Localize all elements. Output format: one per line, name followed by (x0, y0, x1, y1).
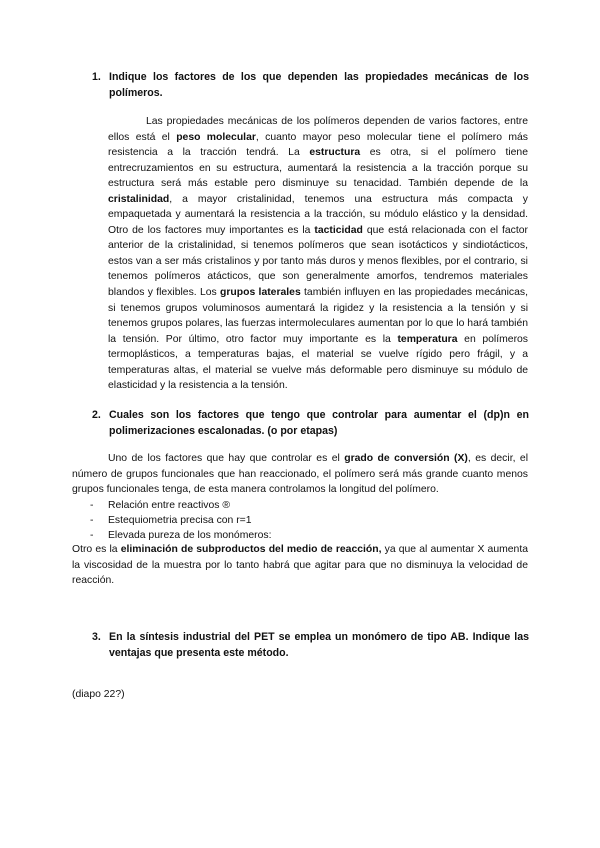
question-2-text: Cuales son los factores que tengo que controlar para aumentar el (dp)n en polimerizaciones escalonadas. (o por etapas) (109, 409, 529, 437)
answer-2-text: , es decir, el número de grupos funcionales que han reaccionado, el polímero será más grande cuanto menos grupos funcionales tenga, de esta manera controlamos la longitud del polímero. (72, 453, 528, 496)
list-item-text: Estequiometria precisa con r=1 (108, 515, 252, 526)
list-item-text: Elevada pureza de los monómeros: (108, 530, 272, 541)
answer-2-paragraph (72, 451, 528, 498)
answer-1-keyword: estructura (309, 147, 361, 159)
question-3-text: En la síntesis industrial del PET se emplea un monómero de tipo AB. Indique las ventajas que presenta este método. (109, 631, 529, 659)
list-item-text: Relación entre reactivos ® (108, 500, 231, 511)
question-3 (92, 630, 530, 662)
answer-1-text: , cuanto mayor peso molecular tiene el polímero más resistencia a la tracción tendrá. La (108, 131, 528, 159)
answer-2-text: Otro es la (72, 544, 121, 555)
list-bullet: - (90, 515, 94, 526)
answer-2-keyword: eliminación de subproductos del medio de reacción, (120, 544, 382, 555)
answer-1-text: que está relacionada con el factor anterior de la cristalinidad, si tenemos polímeros que sean isotácticos y sindiotácticos, estos van a ser más cristalinos y por tanto más duros y menos flexibles, por el contrario, si tenemos polímeros atácticos, que son generalmente amorfos, tendremos materiales blandos y flexibles. Los (108, 224, 528, 299)
question-2-number: 2. (92, 409, 101, 421)
question-1-text: Indique los factores de los que dependen las propiedades mecánicas de los polímeros. (109, 71, 529, 99)
answer-1-keyword: peso molecular (176, 131, 256, 143)
answer-1-text: Las propiedades mecánicas de los polímeros dependen de varios factores, entre ellos está el (108, 116, 528, 143)
answer-2-text: ya que al aumentar X aumenta la viscosidad de la muestra por lo tanto habrá que agitar para que no disminuya la velocidad de reacción. (72, 544, 528, 587)
answer-1-text: en polímeros termoplásticos, a temperaturas bajas, el material se vuelve rígido pero frágil, y a temperaturas altas, el material se vuelve más deformable pero disminuye su módulo de elasticidad y la resistencia a la tensión. (108, 333, 528, 392)
answer-1-paragraph (108, 114, 528, 394)
question-1-number: 1. (92, 71, 101, 83)
answer-2-text: Uno de los factores que hay que controlar es el (108, 453, 345, 464)
answer-2-paragraph-2 (72, 542, 528, 589)
slide-note: (diapo 22?) (72, 689, 125, 700)
answer-1-text: es otra, si el polímero tiene entrecruzamientos en su estructura, aumentará la resistencia a la tracción porque su estructura será más estable pero disminuye su tenacidad. También depende de la (108, 147, 528, 190)
list-bullet: - (90, 500, 94, 511)
question-1 (92, 70, 530, 102)
list-bullet: - (90, 530, 94, 541)
answer-1-text: , a mayor cristalinidad, tenemos una estructura más compacta y empaquetada y aumentará la resistencia a la tracción, su módulo elástico y la densidad. Otro de los factores muy importantes es la (108, 193, 528, 236)
answer-2-keyword: grado de conversión (X) (344, 453, 468, 464)
question-2 (92, 408, 530, 440)
answer-1-keyword: grupos laterales (220, 287, 301, 299)
question-3-number: 3. (92, 631, 101, 643)
answer-1-keyword: tacticidad (314, 224, 363, 236)
answer-1-keyword: temperatura (397, 333, 458, 345)
answer-1-text: también influyen en las propiedades mecánicas, si tenemos grupos voluminosos aumentará la rigidez y la resistencia a la tensión y si tenemos grupos polares, las fuerzas intermoleculares aumentan por lo que lo hará también la tensión. Por último, otro factor muy importante es la (108, 287, 528, 345)
answer-1-keyword: cristalinidad (108, 193, 170, 205)
